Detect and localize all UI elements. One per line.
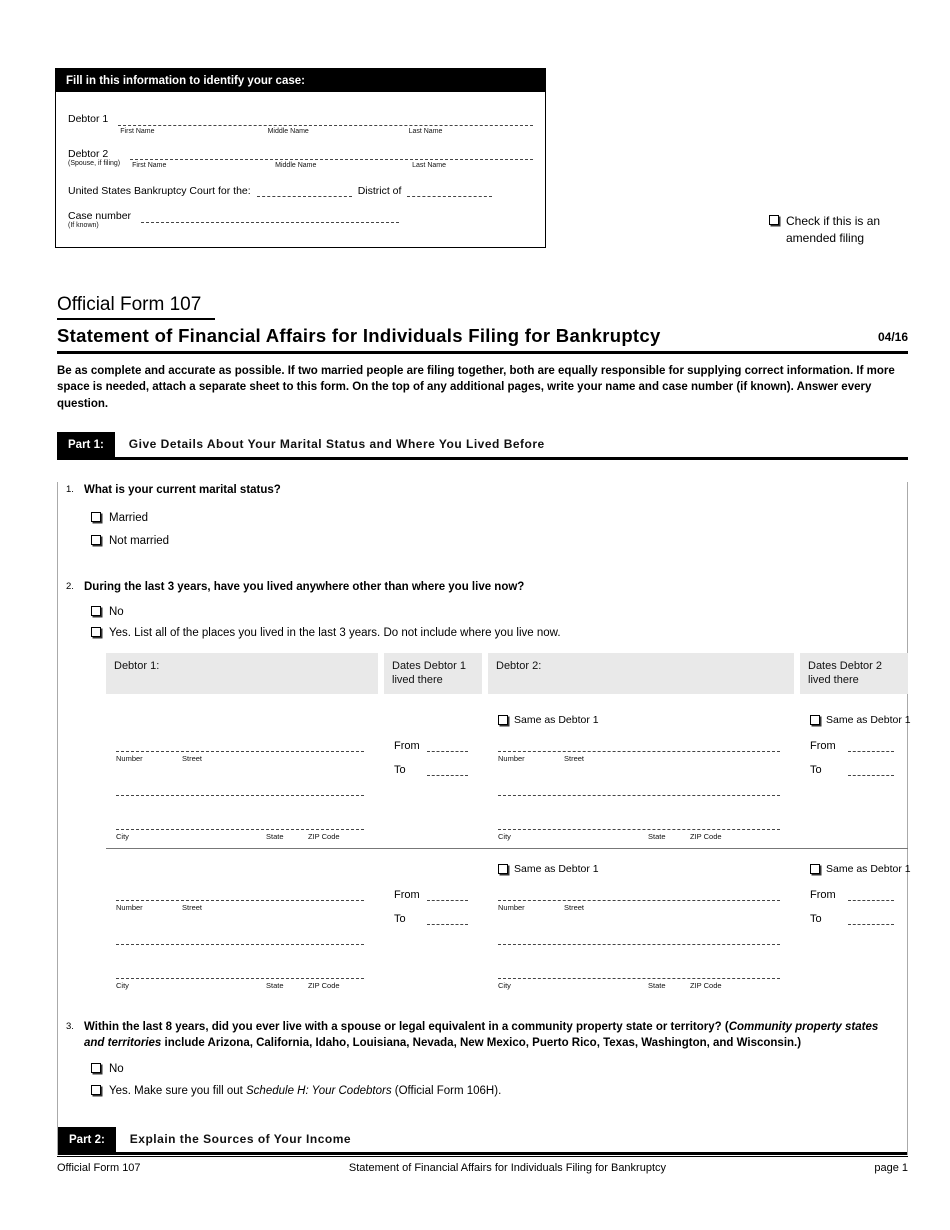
column-header-dates2: Dates Debtor 2 lived there [800, 653, 908, 694]
case-id-box [55, 68, 546, 248]
q3-option-no [91, 1062, 907, 1077]
question-2-text: During the last 3 years, have you lived anywhere other than where you live now? [84, 580, 525, 593]
spacer [394, 714, 468, 726]
question-2-number: 2. [66, 580, 74, 592]
middle-name-label: Middle Name [275, 161, 317, 169]
number-label: Number [498, 753, 525, 763]
q2-no-checkbox[interactable] [91, 606, 101, 616]
state-label: State [648, 980, 666, 990]
d2a1-city-input[interactable] [498, 814, 780, 830]
q3-option-yes [91, 1084, 907, 1099]
d2d2-to-input[interactable] [848, 912, 894, 925]
spacer [394, 863, 468, 875]
part1-body [57, 482, 911, 1155]
state-label: State [266, 980, 284, 990]
from-label: From [394, 888, 420, 901]
form-number: Official Form 107 [57, 294, 215, 320]
from-label: From [394, 739, 420, 752]
to-label: To [394, 912, 406, 925]
debtor2-address-1 [488, 694, 794, 840]
from-label: From [810, 888, 836, 901]
d2d1-same-checkbox[interactable] [810, 715, 820, 725]
city-label: City [116, 980, 129, 990]
married-label: Married [109, 511, 148, 524]
d2d2-from-input[interactable] [848, 888, 894, 901]
q2-option-yes [91, 626, 907, 641]
court-label: United States Bankruptcy Court for the: [68, 184, 251, 197]
case-id-box-header: Fill in this information to identify your case: [56, 69, 545, 92]
debtor2-dates-1 [800, 694, 911, 840]
part2-chip: Part 2: [58, 1127, 116, 1152]
amended-filing-label: Check if this is an amended filing [786, 214, 881, 246]
debtor1-name-input[interactable] [118, 114, 533, 126]
d1d2-to-input[interactable] [427, 912, 468, 925]
first-name-label: First Name [132, 161, 167, 169]
city-label: City [498, 831, 511, 841]
debtor1-name-sublabels [118, 126, 533, 135]
question-3-number: 3. [66, 1020, 74, 1032]
same-as-debtor1-label: Same as Debtor 1 [826, 713, 911, 726]
q2-option-no [91, 605, 907, 620]
d2d2-same-checkbox[interactable] [810, 864, 820, 874]
state-label: State [266, 831, 284, 841]
from-label: From [810, 739, 836, 752]
zip-label: ZIP Code [690, 980, 722, 990]
debtor2-name-sublabels [130, 160, 533, 169]
form-content [57, 294, 911, 1155]
question-2 [66, 579, 893, 596]
court-row [68, 185, 533, 197]
case-number-label-main: Case number [68, 209, 132, 222]
debtor2-address-2 [488, 849, 794, 989]
d2a1-same-option [498, 714, 780, 726]
question-3-text: Within the last 8 years, did you ever live with a spouse or legal equivalent in a community property state or territory? (Community property states and territories include Arizona, California, Idaho, Louisiana, Nevada, New Mexico, Puerto Rico, Texas, Washington, and Wisconsin.) [84, 1020, 879, 1050]
zip-label: ZIP Code [308, 980, 340, 990]
d1a1-street-input[interactable] [116, 736, 364, 752]
to-label: To [810, 912, 822, 925]
community-property-italic: Community property states and territories [84, 1020, 879, 1050]
district-of-label: District of [357, 184, 402, 197]
debtor2-dates-2 [800, 849, 911, 989]
footer-form-number: Official Form 107 [57, 1162, 141, 1174]
case-id-box-body [56, 92, 545, 247]
first-name-label: First Name [120, 127, 155, 135]
d1a1-street2-input[interactable] [116, 780, 364, 796]
amended-filing-checkbox[interactable] [769, 215, 779, 225]
column-header-debtor1: Debtor 1: [106, 653, 378, 694]
part1-header [57, 432, 908, 460]
court-district-input[interactable] [257, 185, 352, 197]
q3-yes-checkbox[interactable] [91, 1085, 101, 1095]
q1-option-not-married [91, 534, 907, 549]
zip-label: ZIP Code [690, 831, 722, 841]
d2a1-street2-input[interactable] [498, 780, 780, 796]
number-label: Number [116, 902, 143, 912]
d1d1-from-input[interactable] [427, 739, 468, 752]
d2d1-same-option [810, 713, 911, 726]
question-1-text: What is your current marital status? [84, 483, 281, 496]
zip-label: ZIP Code [308, 831, 340, 841]
number-label: Number [498, 902, 525, 912]
q3-yes-label: Yes. Make sure you fill out Schedule H: Your Codebtors (Official Form 106H). [109, 1084, 502, 1097]
footer-form-title: Statement of Financial Affairs for Individuals Filing for Bankruptcy [348, 1162, 667, 1174]
q2-no-label: No [109, 606, 124, 619]
married-checkbox[interactable] [91, 512, 101, 522]
footer-page-number: page 1 [874, 1162, 908, 1174]
spacer [116, 714, 364, 726]
debtor2-label-sub: (Spouse, if filing) [68, 160, 121, 168]
d2a1-same-checkbox[interactable] [498, 715, 508, 725]
q2-yes-checkbox[interactable] [91, 627, 101, 637]
district-name-input[interactable] [407, 185, 492, 197]
d1a1-city-input[interactable] [116, 814, 364, 830]
d1d2-from-input[interactable] [427, 888, 468, 901]
q2-yes-label: Yes. List all of the places you lived in the last 3 years. Do not include where you live now. [109, 627, 561, 640]
debtor2-label-main: Debtor 2 [68, 147, 109, 160]
debtor2-row [68, 148, 533, 169]
not-married-label: Not married [109, 534, 170, 547]
column-header-debtor2: Debtor 2: [488, 653, 794, 694]
debtor1-label: Debtor 1 [68, 113, 109, 125]
number-label: Number [116, 753, 143, 763]
last-name-label: Last Name [408, 127, 443, 135]
to-label: To [394, 763, 406, 776]
last-name-label: Last Name [412, 161, 446, 169]
street-label: Street [564, 902, 585, 912]
case-number-label [68, 210, 131, 231]
d1a2-city-input[interactable] [116, 963, 364, 979]
middle-name-label: Middle Name [267, 127, 309, 135]
case-number-label-sub: (If known) [68, 222, 99, 230]
form-revision: 04/16 [877, 330, 908, 344]
part2-header [58, 1127, 907, 1155]
debtor1-dates-2 [384, 849, 482, 989]
column-header-dates1: Dates Debtor 1 lived there [384, 653, 482, 694]
street-label: Street [564, 753, 585, 763]
part1-title: Give Details About Your Marital Status and Where You Lived Before [128, 436, 545, 451]
case-number-row [68, 210, 533, 231]
d2a2-street2-input[interactable] [498, 929, 780, 945]
d2d1-to-input[interactable] [848, 763, 894, 776]
d2a2-city-input[interactable] [498, 963, 780, 979]
d2d2-same-option [810, 862, 911, 875]
debtor1-row [68, 113, 533, 135]
case-number-input[interactable] [141, 211, 399, 223]
form-title-row [57, 320, 908, 354]
form-instructions: Be as complete and accurate as possible. If two married people are filing together, both are equally responsible for supplying correct information. If more space is needed, attach a separate sheet to this form. On the top of any additional pages, write your name and case number (if known). Answer every question. [57, 365, 895, 410]
d2a2-same-option [498, 863, 780, 875]
d2a2-street-input[interactable] [498, 885, 780, 901]
city-label: City [116, 831, 129, 841]
q1-option-married [91, 511, 907, 526]
q3-no-checkbox[interactable] [91, 1063, 101, 1073]
d2d1-from-input[interactable] [848, 739, 894, 752]
part2-title: Explain the Sources of Your Income [129, 1131, 352, 1146]
q3-no-label: No [109, 1063, 124, 1076]
part1-chip: Part 1: [57, 432, 115, 457]
schedule-h-italic: Schedule H: Your Codebtors [246, 1084, 392, 1097]
debtor1-address-2 [106, 849, 378, 989]
d1a2-street2-input[interactable] [116, 929, 364, 945]
residence-table [106, 653, 911, 995]
form-title: Statement of Financial Affairs for Individuals Filing for Bankruptcy [57, 325, 661, 346]
street-label: Street [182, 753, 203, 763]
debtor1-dates-1 [384, 694, 482, 840]
debtor2-name-input[interactable] [130, 148, 533, 160]
to-label: To [810, 763, 822, 776]
state-label: State [648, 831, 666, 841]
question-1-number: 1. [66, 483, 74, 495]
question-3 [66, 1019, 893, 1052]
same-as-debtor1-label: Same as Debtor 1 [514, 862, 599, 875]
spacer [116, 863, 364, 875]
same-as-debtor1-label: Same as Debtor 1 [826, 862, 911, 875]
debtor2-label [68, 148, 120, 169]
d1d1-to-input[interactable] [427, 763, 468, 776]
question-1 [66, 482, 893, 499]
city-label: City [498, 980, 511, 990]
debtor1-address-1 [106, 694, 378, 840]
page-footer [57, 1156, 908, 1174]
street-label: Street [182, 902, 203, 912]
amended-filing [769, 213, 914, 248]
d2a1-street-input[interactable] [498, 736, 780, 752]
same-as-debtor1-label: Same as Debtor 1 [514, 713, 599, 726]
d2a2-same-checkbox[interactable] [498, 864, 508, 874]
d1a2-street-input[interactable] [116, 885, 364, 901]
not-married-checkbox[interactable] [91, 535, 101, 545]
